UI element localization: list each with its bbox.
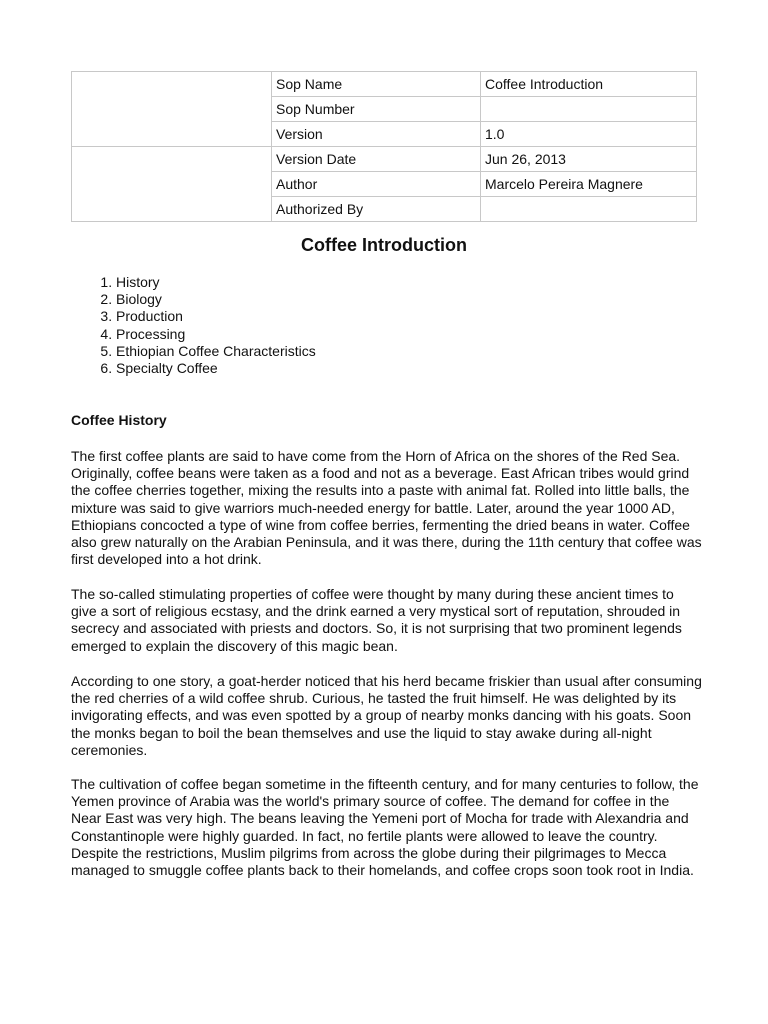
toc-item-specialty-coffee: 6. Specialty Coffee (116, 360, 316, 377)
toc-item-history: 1. History (116, 274, 316, 291)
authorized-by-label: Authorized By (272, 197, 481, 222)
authorized-by-value (481, 197, 697, 222)
table-of-contents (71, 274, 316, 377)
table-row (72, 72, 697, 97)
version-label: Version (272, 122, 481, 147)
sop-number-label: Sop Number (272, 97, 481, 122)
paragraph: The cultivation of coffee began sometime in the fifteenth century, and for many centuries to follow, the Yemen province of Arabia was the world's primary source of coffee. The demand for coffee in the Near East was very high. The beans leaving the Yemeni port of Mocha for trade with Alexandria and Constantinople were highly guarded. In fact, no fertile plants were allowed to leave the country. Despite the restrictions, Muslim pilgrims from across the globe during their pilgrimages to Mecca managed to smuggle coffee plants back to their homelands, and coffee crops soon took root in India. (71, 776, 699, 879)
sop-name-value: Coffee Introduction (481, 72, 697, 97)
logo-cell-top (72, 72, 272, 147)
table-row (72, 147, 697, 172)
paragraph: The first coffee plants are said to have come from the Horn of Africa on the shores of the Red Sea. Originally, coffee beans were taken as a food and not as a beverage. East African tribes would grind the coffee cherries together, mixing the results into a paste with animal fat. Rolled into little balls, the mixture was said to give warriors much-needed energy for battle. Later, around the year 1000 AD, Ethiopians concocted a type of wine from coffee berries, fermenting the dried beans in water. Coffee also grew naturally on the Arabian Peninsula, and it was there, during the 11th century that coffee was first developed into a hot drink. (71, 448, 702, 568)
author-label: Author (272, 172, 481, 197)
version-date-value: Jun 26, 2013 (481, 147, 697, 172)
version-value: 1.0 (481, 122, 697, 147)
sop-name-label: Sop Name (272, 72, 481, 97)
version-date-label: Version Date (272, 147, 481, 172)
logo-cell-bottom (72, 147, 272, 222)
page-title: Coffee Introduction (301, 235, 467, 255)
toc-item-processing: 4. Processing (116, 326, 316, 343)
toc-item-biology: 2. Biology (116, 291, 316, 308)
paragraph: The so-called stimulating properties of coffee were thought by many during these ancient times to give a sort of religious ecstasy, and the drink earned a very mystical sort of reputation, shrouded in secrecy and associated with priests and doctors. So, it is not surprising that two prominent legends emerged to explain the discovery of this magic bean. (71, 586, 682, 654)
section-heading: Coffee History (71, 412, 167, 428)
toc-item-ethiopian-coffee: 5. Ethiopian Coffee Characteristics (116, 343, 316, 360)
author-value: Marcelo Pereira Magnere (481, 172, 697, 197)
paragraph: According to one story, a goat-herder noticed that his herd became friskier than usual after consuming the red cherries of a wild coffee shrub. Curious, he tasted the fruit himself. He was delighted by its invigorating effects, and was even spotted by a group of nearby monks dancing with his goats. Soon the monks began to boil the bean themselves and use the liquid to stay awake during all-night ceremonies. (71, 673, 702, 758)
sop-number-value (481, 97, 697, 122)
sop-info-table (71, 71, 697, 222)
toc-item-production: 3. Production (116, 308, 316, 325)
